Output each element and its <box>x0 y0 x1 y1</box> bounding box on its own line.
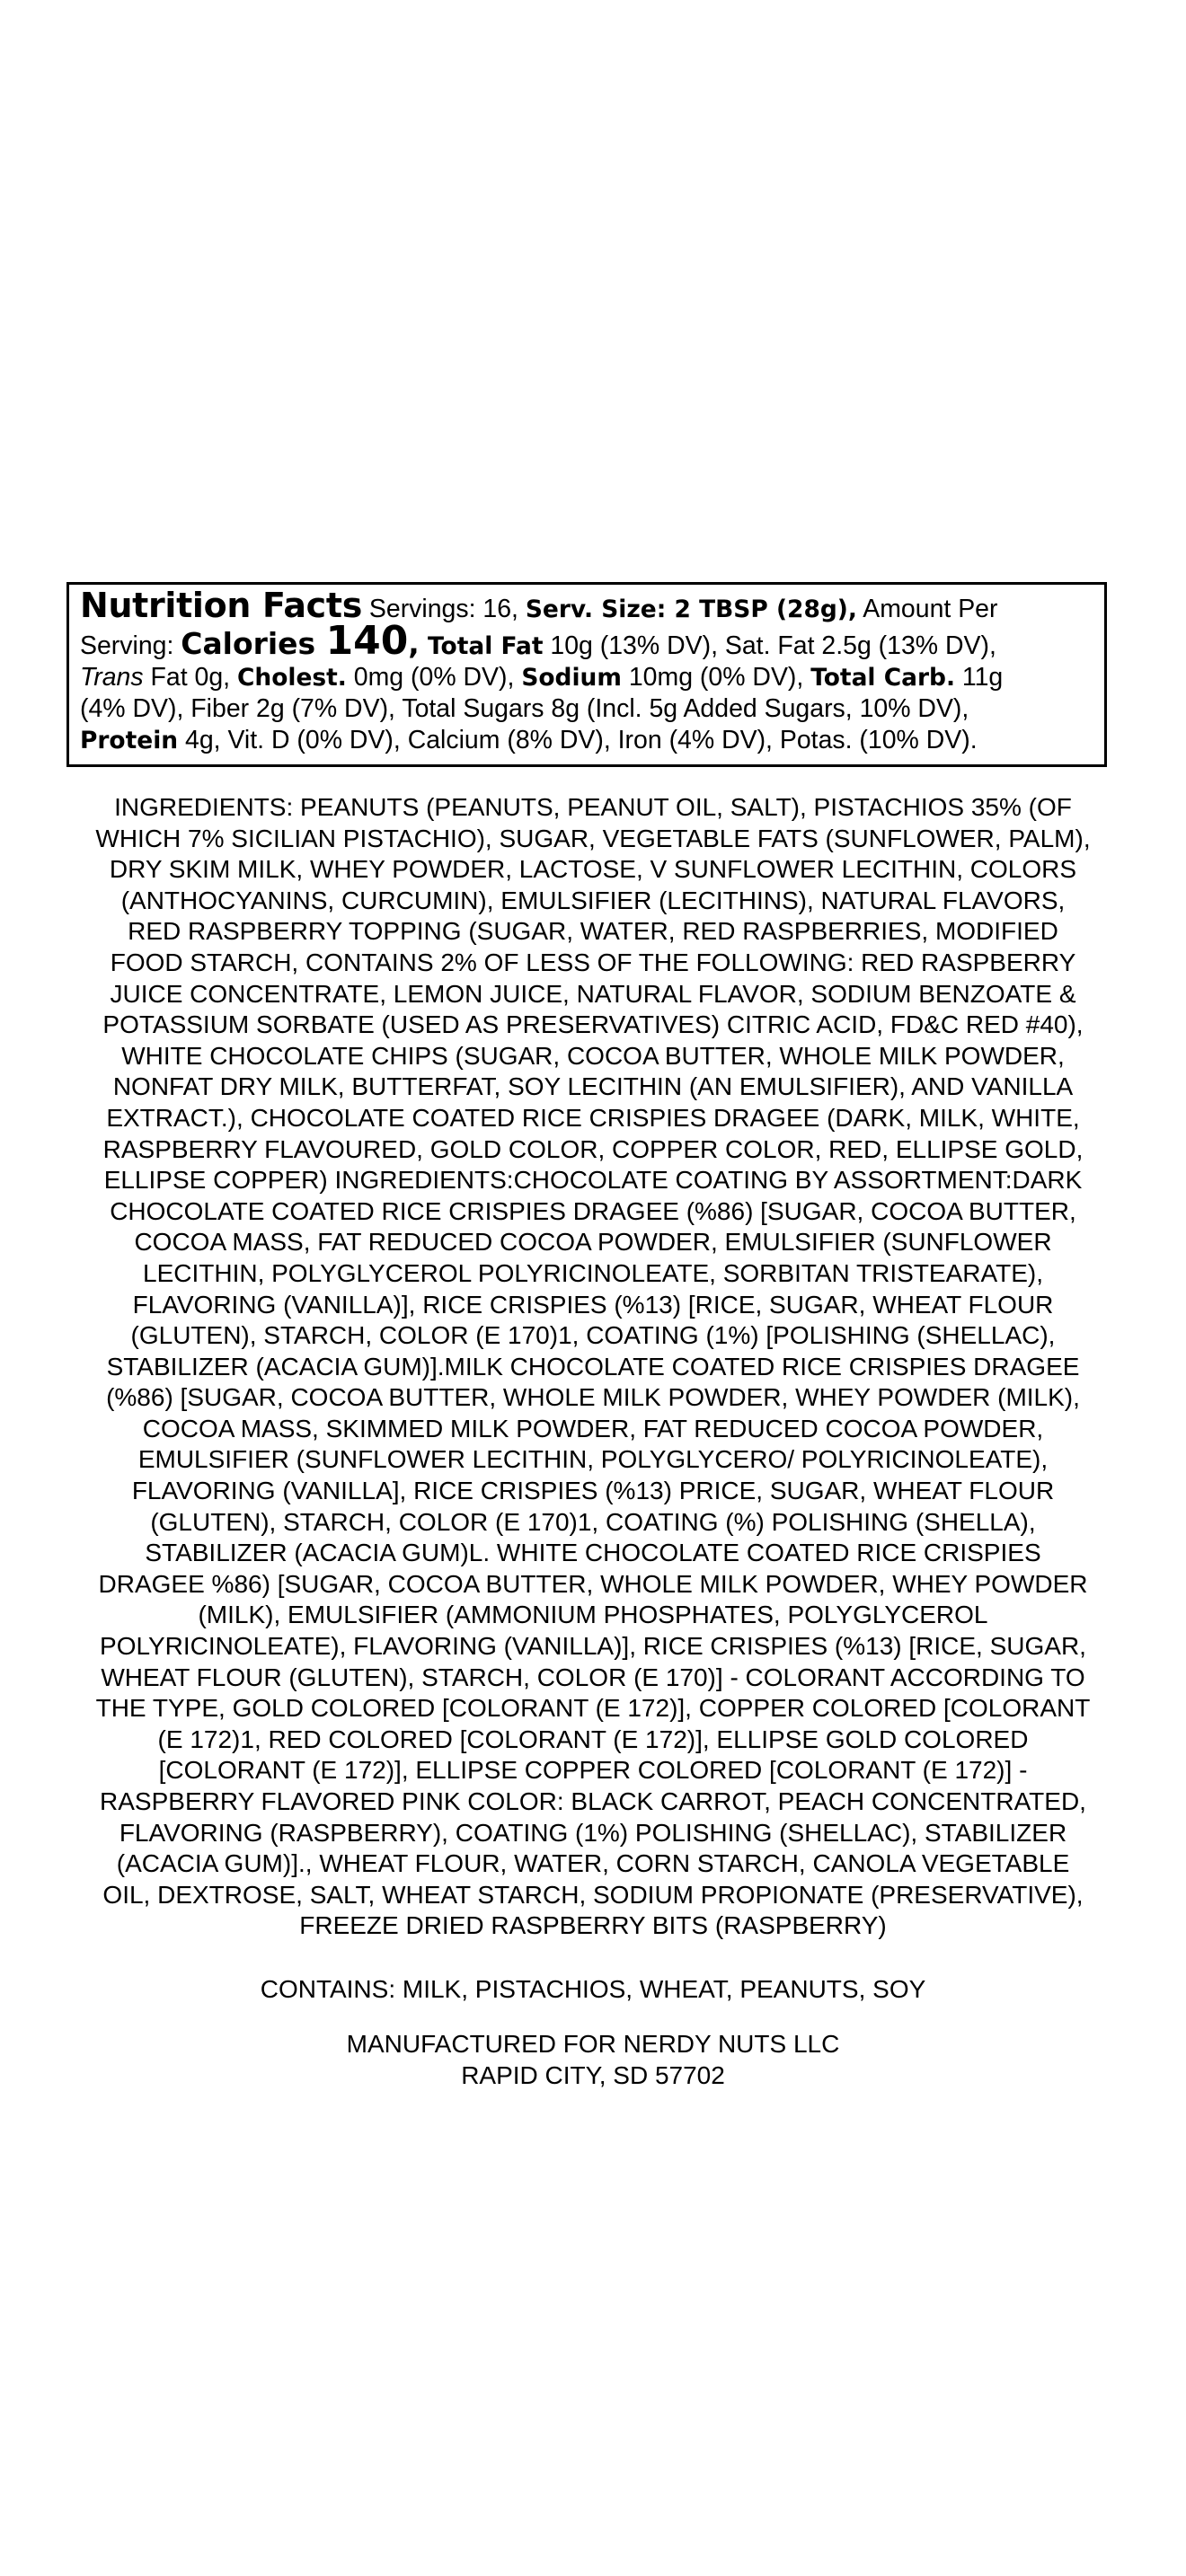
ingredients-line: EXTRACT.), CHOCOLATE COATED RICE CRISPIES DRAGEE (DARK, MILK, WHITE, <box>106 1103 1080 1132</box>
ingredients-line: [COLORANT (E 172)], ELLIPSE COPPER COLORED [COLORANT (E 172)] - <box>158 1756 1028 1785</box>
ingredients-line: LECITHIN, POLYGLYCEROL POLYRICINOLEATE, SORBITAN TRISTEARATE), <box>143 1258 1043 1287</box>
calories-comma: , <box>408 626 420 661</box>
ingredients-line: STABILIZER (ACACIA GUM)].MILK CHOCOLATE COATED RICE CRISPIES DRAGEE <box>106 1352 1080 1381</box>
ingredients-line: (%86) [SUGAR, COCOA BUTTER, WHOLE MILK POWDER, WHEY POWDER (MILK), <box>106 1383 1080 1412</box>
ingredients-line: (ACACIA GUM)]., WHEAT FLOUR, WATER, CORN STARCH, CANOLA VEGETABLE <box>116 1849 1070 1878</box>
total-fat-label: Total Fat <box>419 632 544 660</box>
ingredients-line: COCOA MASS, SKIMMED MILK POWDER, FAT REDUCED COCOA POWDER, <box>142 1414 1044 1442</box>
ingredients-line: STABILIZER (ACACIA GUM)L. WHITE CHOCOLATE COATED RICE CRISPIES <box>145 1539 1041 1567</box>
ingredients-line: WHEAT FLOUR (GLUTEN), STARCH, COLOR (E 170)] - COLORANT ACCORDING TO <box>101 1663 1085 1691</box>
ingredients-line: INGREDIENTS: PEANUTS (PEANUTS, PEANUT OIL, SALT), PISTACHIOS 35% (OF <box>114 793 1072 821</box>
allergen-contains: CONTAINS: MILK, PISTACHIOS, WHEAT, PEANUTS, SOY <box>260 1975 926 2003</box>
sodium-value: 10mg (0% DV), <box>621 663 811 692</box>
cholesterol-label: Cholest. <box>236 664 347 692</box>
manufacturer-info <box>63 2029 1123 2091</box>
ingredients-line: ELLIPSE COPPER) INGREDIENTS:CHOCOLATE COATING BY ASSORTMENT:DARK <box>103 1166 1083 1195</box>
ingredients-line: THE TYPE, GOLD COLORED [COLORANT (E 172)], COPPER COLORED [COLORANT <box>95 1694 1091 1723</box>
ingredients-line: COCOA MASS, FAT REDUCED COCOA POWDER, EMULSIFIER (SUNFLOWER <box>134 1228 1052 1257</box>
nutrition-facts-panel <box>66 582 1107 767</box>
ingredients-line: RASPBERRY FLAVORED PINK COLOR: BLACK CARROT, PEACH CONCENTRATED, <box>100 1787 1086 1815</box>
ingredients-line: EMULSIFIER (SUNFLOWER LECITHIN, POLYGLYCERO/ POLYRICINOLEATE), <box>137 1445 1049 1474</box>
servings-text: Servings: 16, <box>361 595 526 623</box>
total-carb-value: 11g <box>954 663 1004 692</box>
ingredients-line: OIL, DEXTROSE, SALT, WHEAT STARCH, SODIUM PROPIONATE (PRESERVATIVE), <box>102 1880 1084 1909</box>
ingredients-line: DRAGEE %86) [SUGAR, COCOA BUTTER, WHOLE MILK POWDER, WHEY POWDER <box>98 1569 1088 1598</box>
trans-label: Trans <box>80 663 144 692</box>
ingredients-line: (MILK), EMULSIFIER (AMMONIUM PHOSPHATES, POLYGLYCEROL <box>198 1601 988 1629</box>
ingredients-line: POLYRICINOLEATE), FLAVORING (VANILLA)], RICE CRISPIES (%13) [RICE, SUGAR, <box>100 1632 1086 1661</box>
trans-value: Fat 0g, <box>143 663 237 692</box>
ingredients-line: DRY SKIM MILK, WHEY POWDER, LACTOSE, V SUNFLOWER LECITHIN, COLORS <box>109 855 1077 884</box>
ingredients-line: WHITE CHOCOLATE CHIPS (SUGAR, COCOA BUTTER, WHOLE MILK POWDER, <box>121 1041 1065 1070</box>
ingredients-line: FLAVORING (VANILLA)], RICE CRISPIES (%13) [RICE, SUGAR, WHEAT FLOUR <box>132 1290 1054 1319</box>
ingredients-line: (ANTHOCYANINS, CURCUMIN), EMULSIFIER (LECITHINS), NATURAL FLAVORS, <box>120 886 1066 914</box>
manufacturer-address: RAPID CITY, SD 57702 <box>461 2060 725 2089</box>
nf-line-2 <box>80 618 1093 664</box>
serving-size-label: Serv. Size: 2 TBSP (28g), <box>525 595 857 623</box>
ingredients-line: JUICE CONCENTRATE, LEMON JUICE, NATURAL FLAVOR, SODIUM BENZOATE & <box>110 979 1076 1008</box>
manufacturer-name: MANUFACTURED FOR NERDY NUTS LLC <box>346 2030 840 2058</box>
nf-line-5 <box>80 725 1093 756</box>
ingredients-line: WHICH 7% SICILIAN PISTACHIO), SUGAR, VEGETABLE FATS (SUNFLOWER, PALM), <box>95 824 1091 852</box>
nf-line-3 <box>80 662 1093 693</box>
nf-line-1 <box>80 586 1093 625</box>
ingredients-line: NONFAT DRY MILK, BUTTERFAT, SOY LECITHIN (AN EMULSIFIER), AND VANILLA <box>112 1072 1074 1101</box>
protein-value: 4g, Vit. D (0% DV), Calcium (8% DV), Iron (4% DV), Potas. (10% DV). <box>178 726 978 754</box>
protein-label: Protein <box>80 727 179 754</box>
ingredients-line: CHOCOLATE COATED RICE CRISPIES DRAGEE (%86) [SUGAR, COCOA BUTTER, <box>110 1196 1076 1225</box>
cholesterol-value: 0mg (0% DV), <box>346 663 522 692</box>
ingredients-line: FLAVORING (RASPBERRY), COATING (1%) POLISHING (SHELLAC), STABILIZER <box>119 1818 1067 1847</box>
ingredients-line: POTASSIUM SORBATE (USED AS PRESERVATIVES) CITRIC ACID, FD&C RED #40), <box>102 1010 1084 1039</box>
ingredients-text <box>63 792 1123 1942</box>
nf-line-4: (4% DV), Fiber 2g (7% DV), Total Sugars 8g (Incl. 5g Added Sugars, 10% DV), <box>80 694 969 723</box>
ingredients-line: FOOD STARCH, CONTAINS 2% OF LESS OF THE FOLLOWING: RED RASPBERRY <box>110 948 1076 976</box>
ingredients-line: (GLUTEN), STARCH, COLOR (E 170)1, COATING (%) POLISHING (SHELLA), <box>150 1507 1036 1536</box>
nutrition-facts-title: Nutrition Facts <box>80 586 362 625</box>
ingredients-line: RED RASPBERRY TOPPING (SUGAR, WATER, RED RASPBERRIES, MODIFIED <box>128 917 1058 946</box>
ingredients-line: (GLUTEN), STARCH, COLOR (E 170)1, COATING (1%) [POLISHING (SHELLAC), <box>130 1321 1056 1350</box>
ingredients-line: RASPBERRY FLAVOURED, GOLD COLOR, COPPER COLOR, RED, ELLIPSE GOLD, <box>102 1134 1084 1163</box>
serving-text: Serving: <box>80 631 181 660</box>
amount-per-text: Amount Per <box>856 595 998 623</box>
calories-value: 140 <box>325 618 409 664</box>
ingredients-line: FLAVORING (VANILLA], RICE CRISPIES (%13) PRICE, SUGAR, WHEAT FLOUR <box>131 1477 1055 1505</box>
calories-label: Calories <box>181 626 326 661</box>
ingredients-line: (E 172)1, RED COLORED [COLORANT (E 172)], ELLIPSE GOLD COLORED <box>157 1725 1029 1753</box>
sodium-label: Sodium <box>521 664 622 692</box>
ingredients-line: FREEZE DRIED RASPBERRY BITS (RASPBERRY) <box>299 1911 887 1940</box>
total-carb-label: Total Carb. <box>810 664 955 692</box>
total-fat-value: 10g (13% DV), Sat. Fat 2.5g (13% DV), <box>543 631 996 660</box>
